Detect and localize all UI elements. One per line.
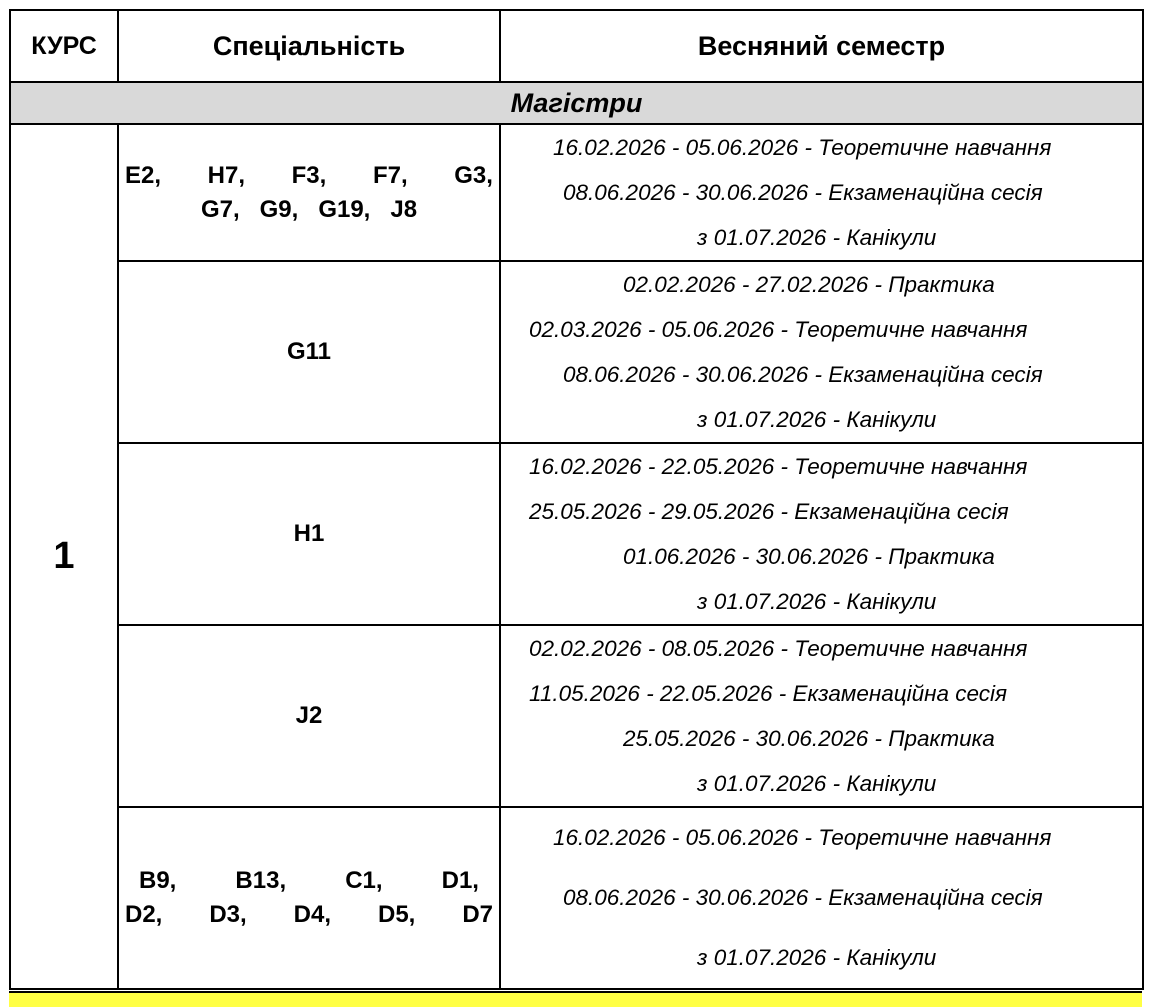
section-title: Магістри xyxy=(10,82,1143,124)
schedule-line: 02.02.2026 - 08.05.2026 - Теоретичне навчання xyxy=(529,636,1028,661)
specialty-cell xyxy=(118,625,500,807)
semester-cell xyxy=(500,261,1143,443)
specialty-code: D2, xyxy=(125,901,163,928)
schedule-line: з 01.07.2026 - Канікули xyxy=(697,225,937,250)
schedule-line: 02.03.2026 - 05.06.2026 - Теоретичне навчання xyxy=(529,317,1028,342)
specialty-code: H7, xyxy=(207,161,246,189)
schedule-line: з 01.07.2026 - Канікули xyxy=(697,407,937,432)
schedule-line: з 01.07.2026 - Канікули xyxy=(697,945,937,970)
semester-cell xyxy=(500,625,1143,807)
schedule-line: з 01.07.2026 - Канікули xyxy=(697,771,937,796)
specialty-cell xyxy=(118,261,500,443)
specialty-code: D5, xyxy=(377,901,416,928)
specialty-code: D7 xyxy=(462,901,493,928)
specialty-code: F3, xyxy=(291,161,327,189)
schedule-line: 08.06.2026 - 30.06.2026 - Екзаменаційна сесія xyxy=(563,180,1043,205)
header-course: КУРС xyxy=(10,10,118,82)
specialty-line xyxy=(119,898,499,932)
specialty-code: G3, xyxy=(454,161,493,189)
schedule-table xyxy=(9,9,1144,990)
schedule-line: 01.06.2026 - 30.06.2026 - Практика xyxy=(623,544,995,569)
table-row xyxy=(10,261,1143,443)
specialty-code: B13, xyxy=(235,867,287,894)
specialty-code: J8 xyxy=(390,195,418,223)
schedule-line: з 01.07.2026 - Канікули xyxy=(697,589,937,614)
specialty-code: C1, xyxy=(345,867,383,894)
specialty-code: D1, xyxy=(441,867,479,894)
semester-cell xyxy=(500,124,1143,261)
semester-cell xyxy=(500,807,1143,989)
schedule-line: 25.05.2026 - 29.05.2026 - Екзаменаційна сесія xyxy=(529,499,1009,524)
header-semester: Весняний семестр xyxy=(500,10,1143,82)
next-section-strip xyxy=(9,991,1142,1007)
specialty-code: D4, xyxy=(293,901,332,928)
table-row xyxy=(10,443,1143,625)
header-row xyxy=(10,10,1143,82)
schedule-line: 16.02.2026 - 22.05.2026 - Теоретичне навчання xyxy=(529,454,1028,479)
table-row xyxy=(10,625,1143,807)
schedule-line: 08.06.2026 - 30.06.2026 - Екзаменаційна сесія xyxy=(563,362,1043,387)
section-row xyxy=(10,82,1143,124)
table-row xyxy=(10,124,1143,261)
schedule-line: 02.02.2026 - 27.02.2026 - Практика xyxy=(623,272,995,297)
specialty-code: J2 xyxy=(295,702,323,729)
specialty-code: G19, xyxy=(318,195,371,223)
specialty-code: H1 xyxy=(293,520,325,547)
course-number: 1 xyxy=(10,124,118,989)
specialty-cell xyxy=(118,807,500,989)
specialty-code: G11 xyxy=(286,338,332,365)
semester-cell xyxy=(500,443,1143,625)
specialty-code: G7, xyxy=(200,195,240,223)
schedule-line: 16.02.2026 - 05.06.2026 - Теоретичне навчання xyxy=(553,135,1052,160)
schedule-line: 25.05.2026 - 30.06.2026 - Практика xyxy=(623,726,995,751)
schedule-line: 11.05.2026 - 22.05.2026 - Екзаменаційна сесія xyxy=(529,681,1008,706)
specialty-cell xyxy=(118,124,500,261)
table-row xyxy=(10,807,1143,989)
specialty-line xyxy=(119,159,499,193)
specialty-line xyxy=(119,193,499,227)
specialty-code: B9, xyxy=(139,867,177,894)
header-specialty: Спеціальність xyxy=(118,10,500,82)
specialty-code: F7, xyxy=(372,161,408,189)
specialty-cell xyxy=(118,443,500,625)
specialty-line xyxy=(119,864,499,898)
specialty-code: D3, xyxy=(209,901,247,928)
schedule-line: 08.06.2026 - 30.06.2026 - Екзаменаційна сесія xyxy=(563,885,1043,910)
specialty-code: G9, xyxy=(259,195,299,223)
specialty-code: E2, xyxy=(125,161,162,189)
schedule-line: 16.02.2026 - 05.06.2026 - Теоретичне навчання xyxy=(553,825,1052,850)
